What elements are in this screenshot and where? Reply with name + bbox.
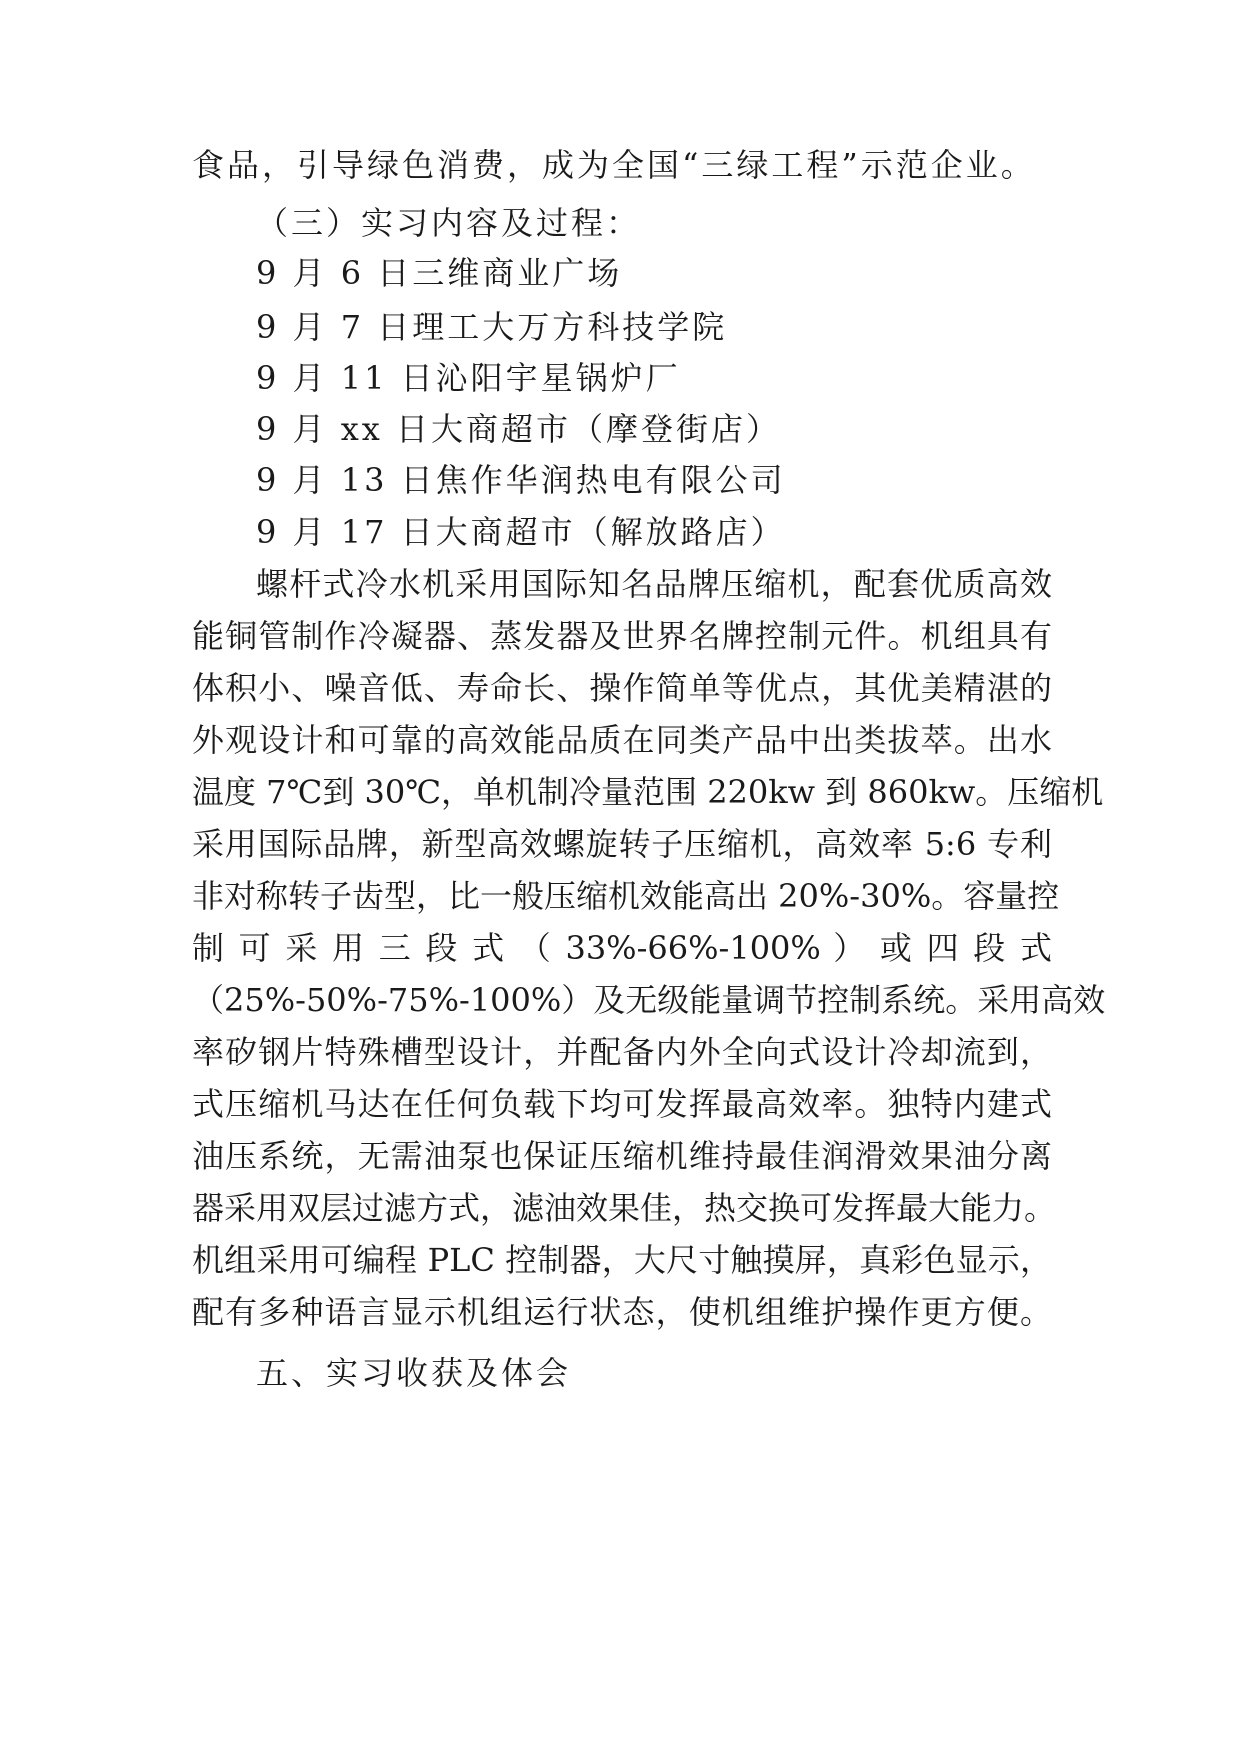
paragraph-line: 制 可 采 用 三 段 式 （ 33%-66%-100% ） 或 四 段 式 (192, 929, 1052, 967)
paragraph-line: 采用国际品牌，新型高效螺旋转子压缩机，高效率 5:6 专利 (192, 825, 1052, 863)
intro-line: 食品，引导绿色消费，成为全国“三绿工程”示范企业。 (192, 146, 1036, 184)
schedule-item: 9 月 11 日沁阳宇星锅炉厂 (256, 359, 681, 397)
paragraph-line: 式压缩机马达在任何负载下均可发挥最高效率。独特内建式 (192, 1085, 1052, 1123)
schedule-item: 9 月 13 日焦作华润热电有限公司 (256, 461, 786, 499)
schedule-item: 9 月 7 日理工大万方科技学院 (256, 308, 728, 346)
paragraph-line: 非对称转子齿型，比一般压缩机效能高出 20%-30%。容量控 (192, 877, 1060, 915)
paragraph-line: 体积小、噪音低、寿命长、操作简单等优点，其优美精湛的 (192, 669, 1052, 707)
section-heading: （三）实习内容及过程： (256, 204, 642, 242)
paragraph-line: 机组采用可编程 PLC 控制器，大尺寸触摸屏，真彩色显示， (192, 1241, 1052, 1279)
paragraph-line: 率矽钢片特殊槽型设计，并配备内外全向式设计冷却流到， (192, 1033, 1052, 1071)
paragraph-line: 油压系统，无需油泵也保证压缩机维持最佳润滑效果油分离 (192, 1137, 1052, 1175)
schedule-item: 9 月 17 日大商超市（解放路店） (256, 513, 786, 551)
paragraph-line: 能铜管制作冷凝器、蒸发器及世界名牌控制元件。机组具有 (192, 617, 1052, 655)
paragraph-line: 配有多种语言显示机组运行状态，使机组维护操作更方便。 (192, 1293, 1052, 1331)
paragraph-line: 器采用双层过滤方式，滤油效果佳，热交换可发挥最大能力。 (192, 1189, 1057, 1227)
paragraph-line: 螺杆式冷水机采用国际知名品牌压缩机，配套优质高效 (256, 565, 1052, 603)
paragraph-line: （25%-50%-75%-100%）及无级能量调节控制系统。采用高效 (192, 981, 1106, 1019)
schedule-item: 9 月 xx 日大商超市（摩登街店） (256, 410, 781, 448)
paragraph-line: 温度 7℃到 30℃，单机制冷量范围 220kw 到 860kw。压缩机 (192, 773, 1104, 811)
paragraph-line: 外观设计和可靠的高效能品质在同类产品中出类拔萃。出水 (192, 721, 1052, 759)
schedule-item: 9 月 6 日三维商业广场 (256, 254, 623, 292)
closing-heading: 五、实习收获及体会 (256, 1354, 572, 1392)
